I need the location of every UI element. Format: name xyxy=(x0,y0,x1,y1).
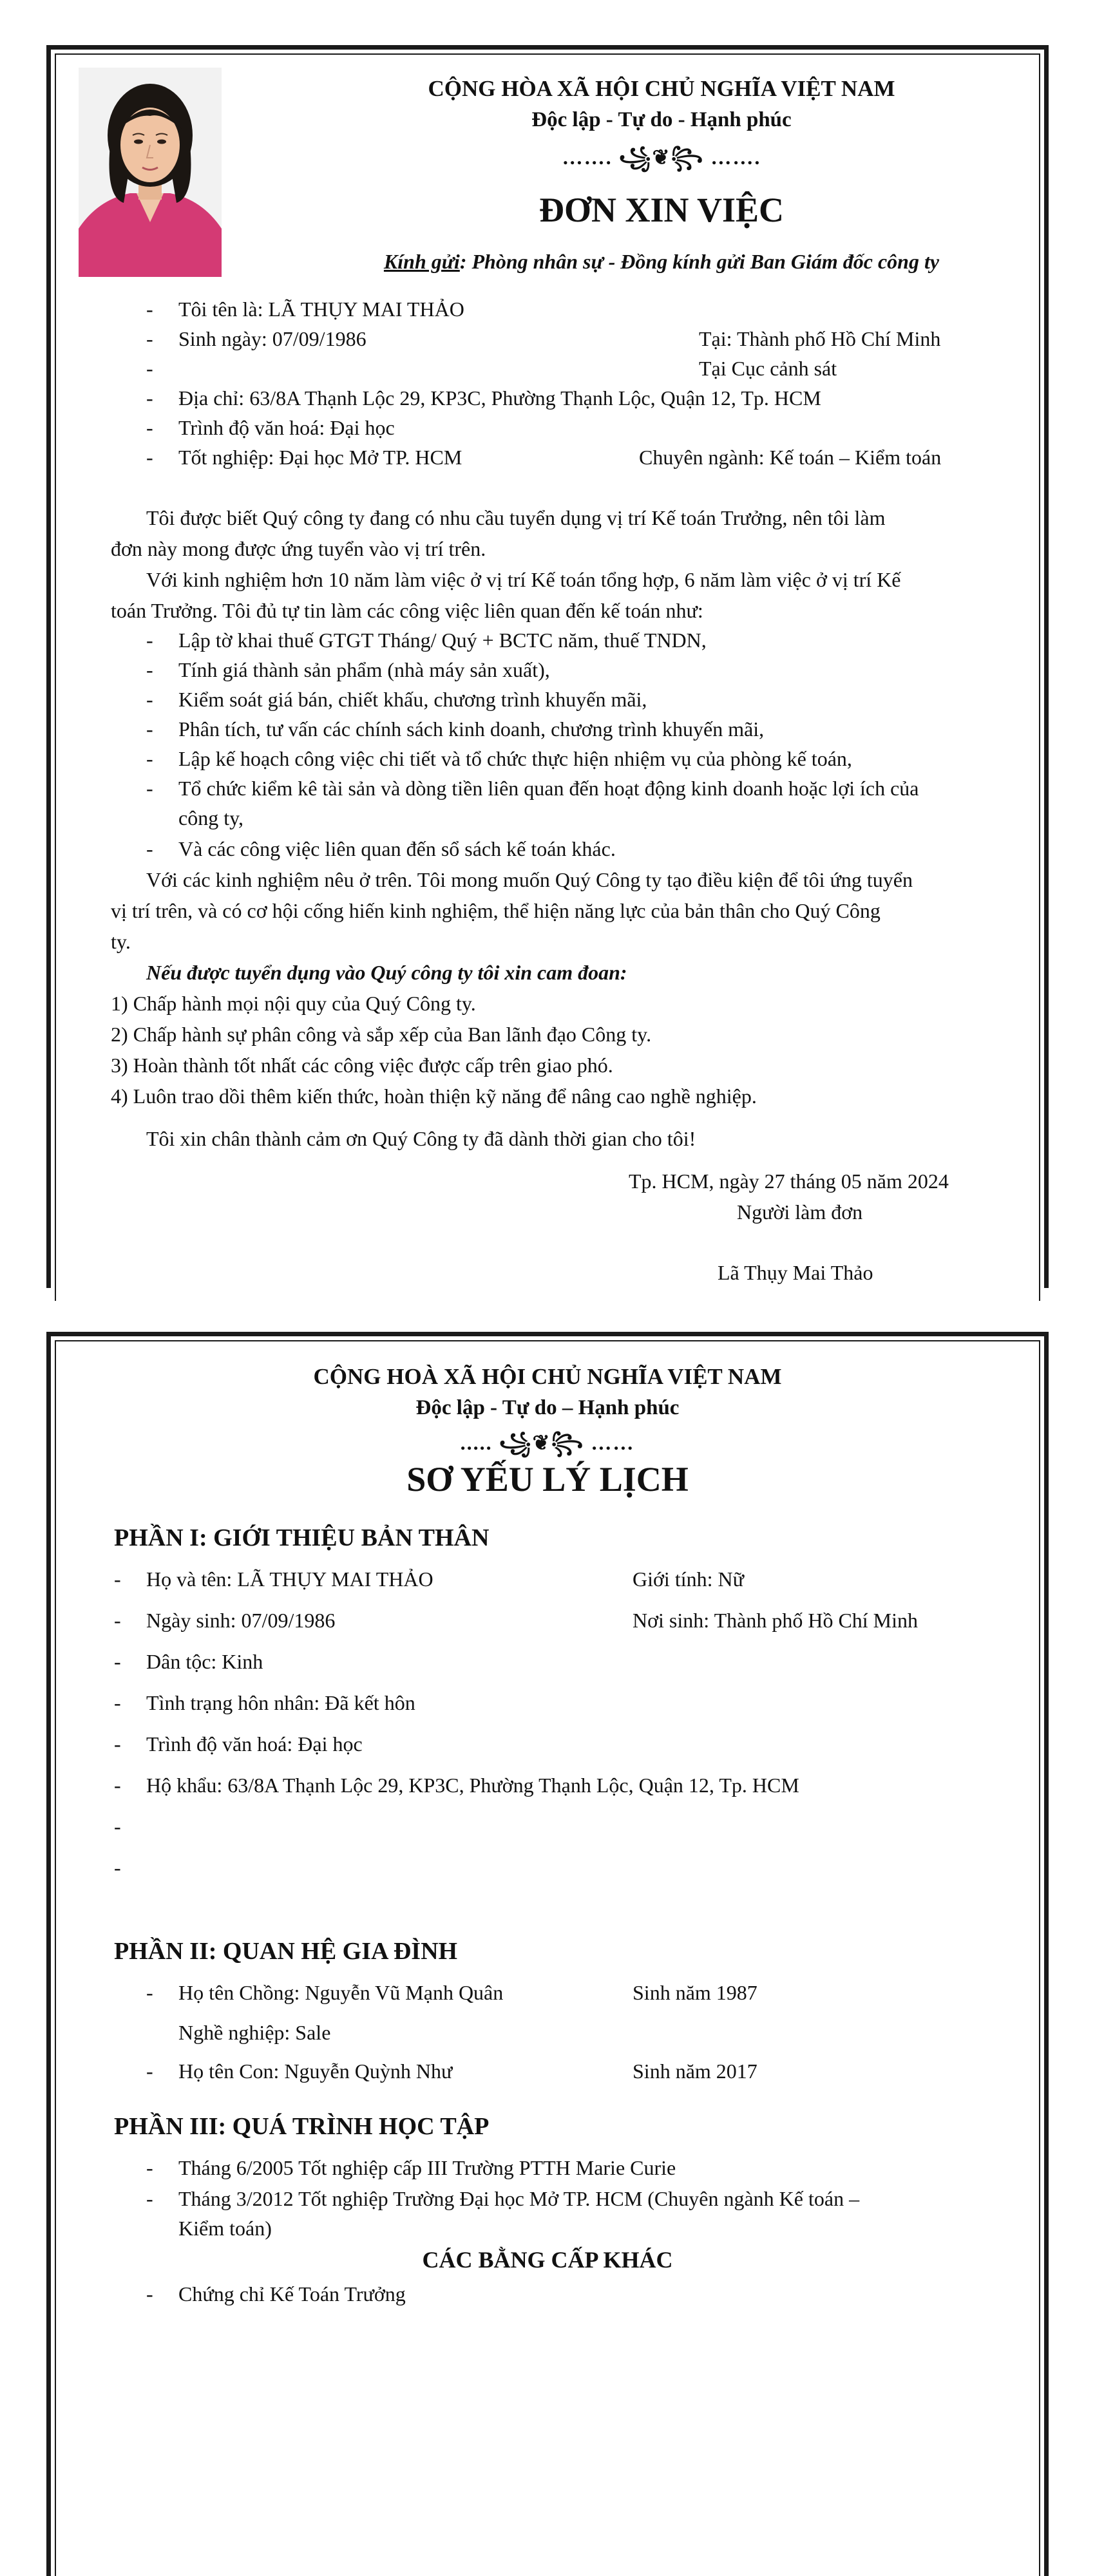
bullet-dash: - xyxy=(146,717,153,741)
bullet-dash: - xyxy=(146,747,153,770)
info-address: Địa chỉ: 63/8A Thạnh Lộc 29, KP3C, Phường Thạnh Lộc, Quận 12, Tp. HCM xyxy=(178,386,821,410)
commitment-heading: Nếu được tuyển dụng vào Quý công ty tôi xin cam đoan: xyxy=(146,961,627,984)
duty-item: Tổ chức kiểm kê tài sản và dòng tiền liên quan đến hoạt động kinh doanh hoặc lợi ích của xyxy=(178,777,919,800)
para3-line3: ty. xyxy=(111,930,131,953)
bullet-dash: - xyxy=(146,658,153,681)
bullet-dash: - xyxy=(114,1609,121,1632)
education-item: Tháng 3/2012 Tốt nghiệp Trường Đại học Mở TP. HCM (Chuyên ngành Kế toán – xyxy=(178,2187,860,2210)
bullet-dash: - xyxy=(114,1815,121,1838)
para2-line2: toán Trưởng. Tôi đủ tự tin làm các công việc liên quan đến kế toán như: xyxy=(111,599,703,622)
section-title-part1: PHẦN I: GIỚI THIỆU BẢN THÂN xyxy=(114,1524,490,1551)
duty-item: Tính giá thành sản phẩm (nhà máy sản xuất), xyxy=(178,658,550,681)
signer-name: Lã Thụy Mai Thảo xyxy=(718,1261,873,1284)
addressee-label: Kính gửi xyxy=(383,250,460,273)
bullet-dash: - xyxy=(114,1691,121,1714)
husband-name: Họ tên Chồng: Nguyễn Vũ Mạnh Quân xyxy=(178,1981,504,2004)
portrait-image xyxy=(79,68,222,277)
bullet-dash: - xyxy=(146,2282,153,2306)
applicant-photo xyxy=(79,68,222,277)
addressee-text: : Phòng nhân sự - Đồng kính gửi Ban Giám đốc công ty xyxy=(459,250,940,273)
commitment-item: 1) Chấp hành mọi nội quy của Quý Công ty. xyxy=(111,992,476,1015)
info-major: Chuyên ngành: Kế toán – Kiểm toán xyxy=(639,446,942,469)
bullet-dash: - xyxy=(146,2060,153,2083)
duty-item-continued: công ty, xyxy=(178,806,244,829)
bullet-dash: - xyxy=(146,357,153,380)
info-name: Tôi tên là: LÃ THỤY MAI THẢO xyxy=(178,298,464,321)
husband-occupation: Nghề nghiệp: Sale xyxy=(178,2021,331,2044)
info-education: Trình độ văn hoá: Đại học xyxy=(178,416,395,439)
document-title: SƠ YẾU LÝ LỊCH xyxy=(406,1460,689,1499)
bullet-dash: - xyxy=(114,1774,121,1797)
bullet-dash: - xyxy=(146,688,153,711)
bullet-dash: - xyxy=(146,416,153,439)
place-date: Tp. HCM, ngày 27 tháng 05 năm 2024 xyxy=(629,1170,949,1193)
para3-line2: vị trí trên, và có cơ hội cống hiến kinh nghiệm, thể hiện năng lực của bản thân cho Quý Công xyxy=(111,899,881,922)
resume-marital-status: Tình trạng hôn nhân: Đã kết hôn xyxy=(146,1691,415,1714)
child-birth-year: Sinh năm 2017 xyxy=(633,2060,757,2083)
info-birthplace: Tại: Thành phố Hồ Chí Minh xyxy=(699,327,941,350)
resume-dob: Ngày sinh: 07/09/1986 xyxy=(146,1609,336,1632)
resume-ethnicity: Dân tộc: Kinh xyxy=(146,1650,263,1673)
resume-education: Trình độ văn hoá: Đại học xyxy=(146,1732,363,1756)
info-dob: Sinh ngày: 07/09/1986 xyxy=(178,327,367,350)
duty-item: Và các công việc liên quan đến sổ sách kế toán khác. xyxy=(178,837,616,860)
national-header: CỘNG HOÀ XÃ HỘI CHỦ NGHĨA VIỆT NAM xyxy=(313,1364,782,1389)
duty-item: Phân tích, tư vấn các chính sách kinh doanh, chương trình khuyến mãi, xyxy=(178,717,765,741)
bullet-dash: - xyxy=(146,837,153,860)
education-item-continued: Kiểm toán) xyxy=(178,2217,272,2240)
commitment-item: 2) Chấp hành sự phân công và sắp xếp của Ban lãnh đạo Công ty. xyxy=(111,1023,652,1046)
certificate-item: Chứng chỉ Kế Toán Trưởng xyxy=(178,2282,406,2306)
para1-line2: đơn này mong được ứng tuyển vào vị trí trên. xyxy=(111,537,486,560)
bullet-dash: - xyxy=(114,1650,121,1673)
para2-line1: Với kinh nghiệm hơn 10 năm làm việc ở vị trí Kế toán tổng hợp, 6 năm làm việc ở vị trí Kế xyxy=(146,568,901,591)
info-issued-at: Tại Cục cảnh sát xyxy=(699,357,837,380)
bullet-dash: - xyxy=(146,446,153,469)
bullet-dash: - xyxy=(146,298,153,321)
national-motto: Độc lập - Tự do – Hạnh phúc xyxy=(415,1396,680,1419)
bullet-dash: - xyxy=(146,777,153,800)
info-graduated: Tốt nghiệp: Đại học Mở TP. HCM xyxy=(178,446,462,469)
national-header: CỘNG HÒA XÃ HỘI CHỦ NGHĨA VIỆT NAM xyxy=(428,76,895,101)
bullet-dash: - xyxy=(146,2187,153,2210)
husband-birth-year: Sinh năm 1987 xyxy=(633,1981,757,2004)
section-title-part3: PHẦN III: QUÁ TRÌNH HỌC TẬP xyxy=(114,2113,490,2140)
resume-fullname: Họ và tên: LÃ THỤY MAI THẢO xyxy=(146,1567,433,1591)
duty-item: Kiểm soát giá bán, chiết khấu, chương trình khuyến mãi, xyxy=(178,688,647,711)
resume-birthplace: Nơi sinh: Thành phố Hồ Chí Minh xyxy=(633,1609,919,1632)
signer-label: Người làm đơn xyxy=(737,1200,863,1224)
bullet-dash: - xyxy=(146,629,153,652)
thanks-line: Tôi xin chân thành cảm ơn Quý Công ty đã dành thời gian cho tôi! xyxy=(146,1127,696,1150)
resume-household: Hộ khẩu: 63/8A Thạnh Lộc 29, KP3C, Phường Thạnh Lộc, Quận 12, Tp. HCM xyxy=(146,1774,799,1797)
bullet-dash: - xyxy=(146,1981,153,2004)
document-title: ĐƠN XIN VIỆC xyxy=(538,191,785,229)
education-item: Tháng 6/2005 Tốt nghiệp cấp III Trường PTTH Marie Curie xyxy=(178,2156,676,2179)
resume-gender: Giới tính: Nữ xyxy=(633,1567,744,1591)
para1-line1: Tôi được biết Quý công ty đang có nhu cầu tuyển dụng vị trí Kế toán Trưởng, nên tôi làm xyxy=(146,506,886,529)
duty-item: Lập kế hoạch công việc chi tiết và tổ chức thực hiện nhiệm vụ của phòng kế toán, xyxy=(178,747,852,770)
commitment-item: 3) Hoàn thành tốt nhất các công việc được cấp trên giao phó. xyxy=(111,1054,613,1077)
bullet-dash: - xyxy=(146,386,153,410)
bullet-dash: - xyxy=(146,327,153,350)
bullet-dash: - xyxy=(114,1567,121,1591)
bullet-dash: - xyxy=(114,1856,121,1879)
duty-item: Lập tờ khai thuế GTGT Tháng/ Quý + BCTC năm, thuế TNDN, xyxy=(178,629,707,652)
resume-page xyxy=(46,1332,1049,2576)
addressee-line xyxy=(291,250,1032,274)
national-motto: Độc lập - Tự do - Hạnh phúc xyxy=(531,108,792,131)
bullet-dash: - xyxy=(146,2156,153,2179)
commitment-item: 4) Luôn trao dồi thêm kiến thức, hoàn thiện kỹ năng để nâng cao nghề nghiệp. xyxy=(111,1084,757,1108)
other-certificates-heading: CÁC BẰNG CẤP KHÁC xyxy=(422,2247,673,2273)
bullet-dash: - xyxy=(114,1732,121,1756)
ornament-divider: ..... ꧁❦꧂ …… xyxy=(460,1431,635,1454)
para3-line1: Với các kinh nghiệm nêu ở trên. Tôi mong muốn Quý Công ty tạo điều kiện để tôi ứng tuyển xyxy=(146,868,913,891)
job-application-page xyxy=(46,45,1049,1288)
ornament-divider: ……. ꧁❦꧂ ……. xyxy=(562,146,761,169)
section-title-part2: PHẦN II: QUAN HỆ GIA ĐÌNH xyxy=(114,1938,458,1965)
child-name: Họ tên Con: Nguyễn Quỳnh Như xyxy=(178,2060,453,2083)
